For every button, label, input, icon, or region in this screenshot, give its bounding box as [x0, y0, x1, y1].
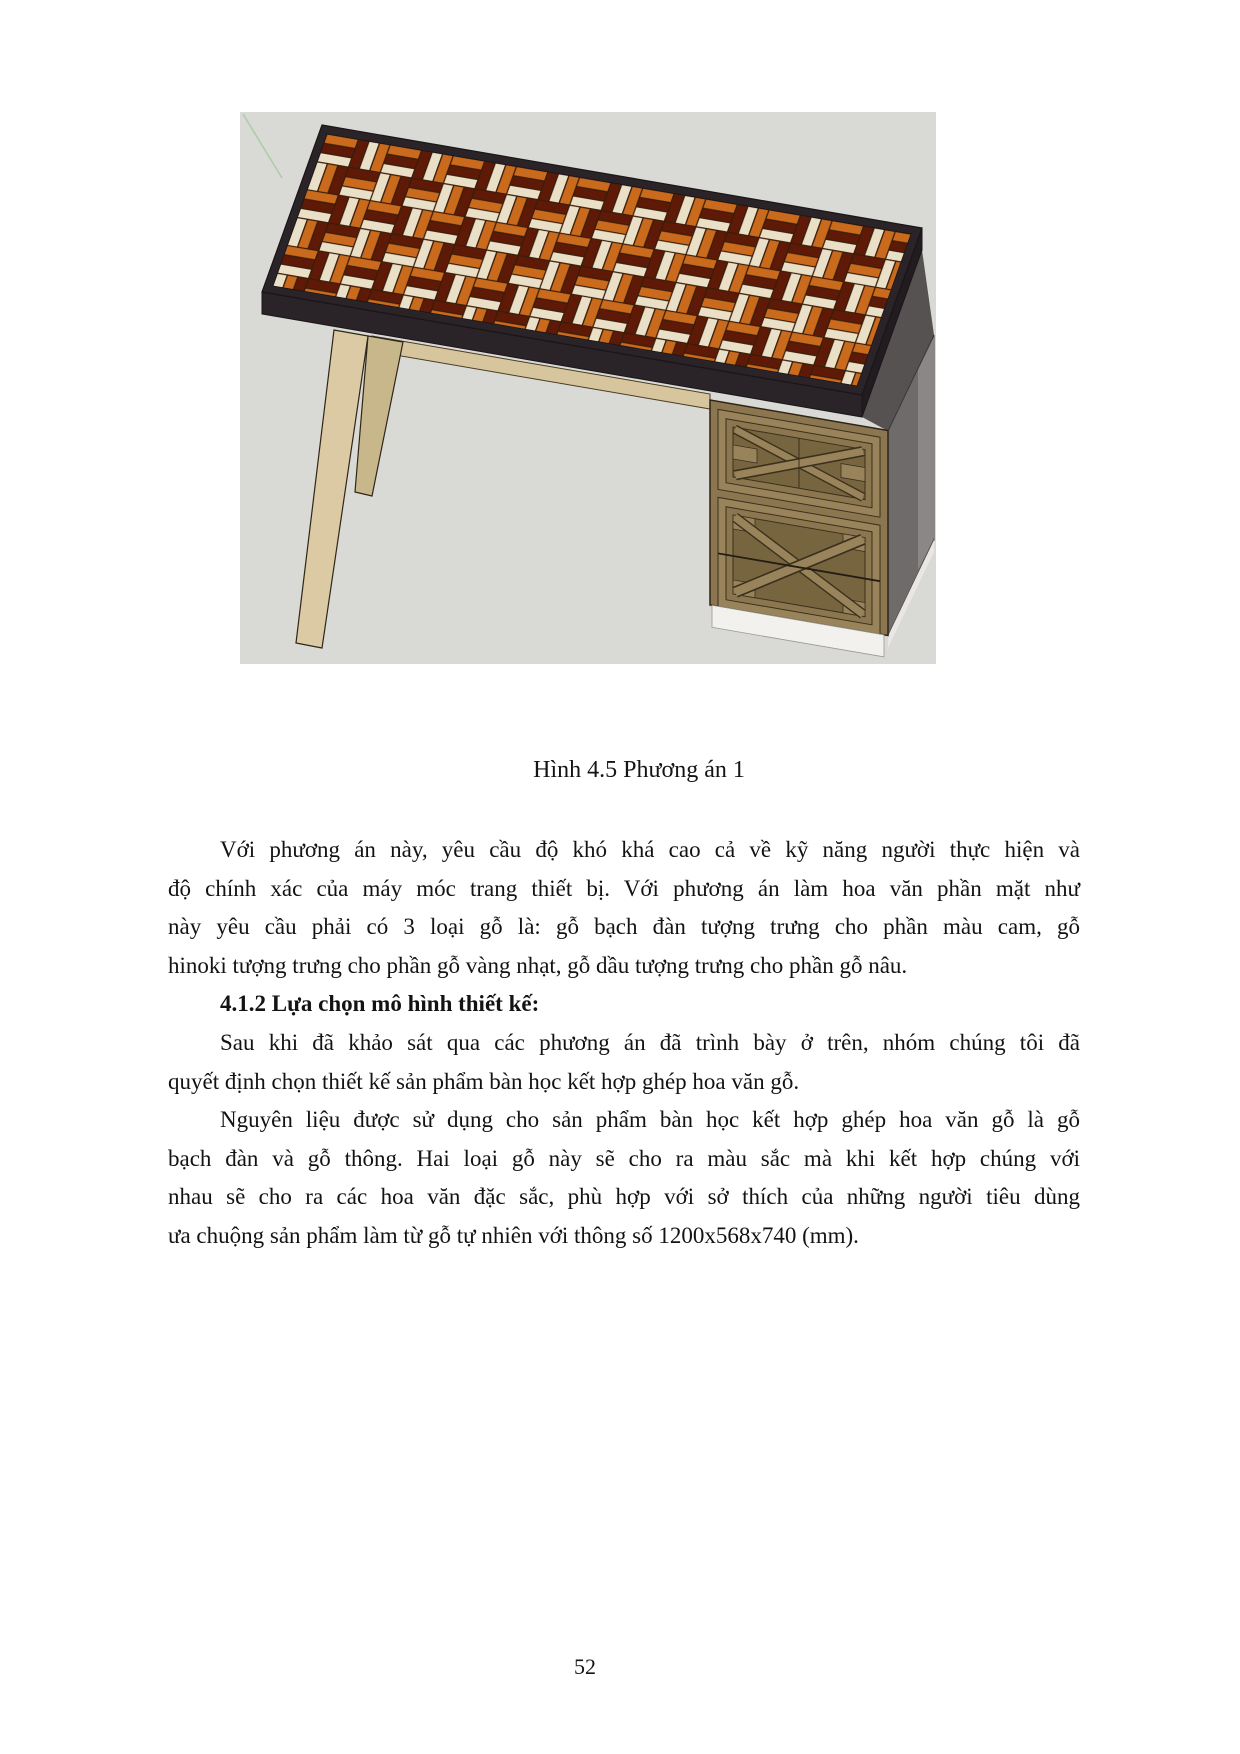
text-line: Sau khi đã khảo sát qua các phương án đã trình bày ở trên, nhóm chúng tôi đã — [220, 1029, 1080, 1055]
figure-image — [222, 100, 940, 666]
section-heading: 4.1.2 Lựa chọn mô hình thiết kế: — [220, 991, 540, 1017]
text-block — [168, 831, 1080, 1256]
figure-caption: Hình 4.5 Phương án 1 — [533, 757, 745, 783]
text-line: ưa chuộng sản phẩm làm từ gỗ tự nhiên với thông số 1200x568x740 (mm). — [168, 1222, 859, 1248]
text-line: bạch đàn và gỗ thông. Hai loại gỗ này sẽ cho ra màu sắc mà khi kết hợp chúng với — [168, 1145, 1080, 1171]
cabinet-side-highlight — [918, 337, 934, 570]
drawer-unit — [710, 400, 888, 658]
text-line: quyết định chọn thiết kế sản phẩm bàn học kết hợp ghép hoa văn gỗ. — [168, 1068, 800, 1094]
desk-render — [222, 100, 940, 666]
text-line: Với phương án này, yêu cầu độ khó khá cao cả về kỹ năng người thực hiện và — [220, 837, 1080, 862]
text-line: Nguyên liệu được sử dụng cho sản phẩm bàn học kết hợp ghép hoa văn gỗ là gỗ — [220, 1107, 1080, 1133]
text-line: này yêu cầu phải có 3 loại gỗ là: gỗ bạch đàn tượng trưng cho phần màu cam, gỗ — [168, 914, 1080, 940]
text-line: độ chính xác của máy móc trang thiết bị. Với phương án làm hoa văn phần mặt như — [168, 875, 1080, 901]
page-number: 52 — [574, 1654, 596, 1679]
text-line: nhau sẽ cho ra các hoa văn đặc sắc, phù hợp với sở thích của những người tiêu dùng — [168, 1184, 1080, 1210]
text-line: hinoki tượng trưng cho phần gỗ vàng nhạt, gỗ dầu tượng trưng cho phần gỗ nâu. — [168, 952, 908, 978]
